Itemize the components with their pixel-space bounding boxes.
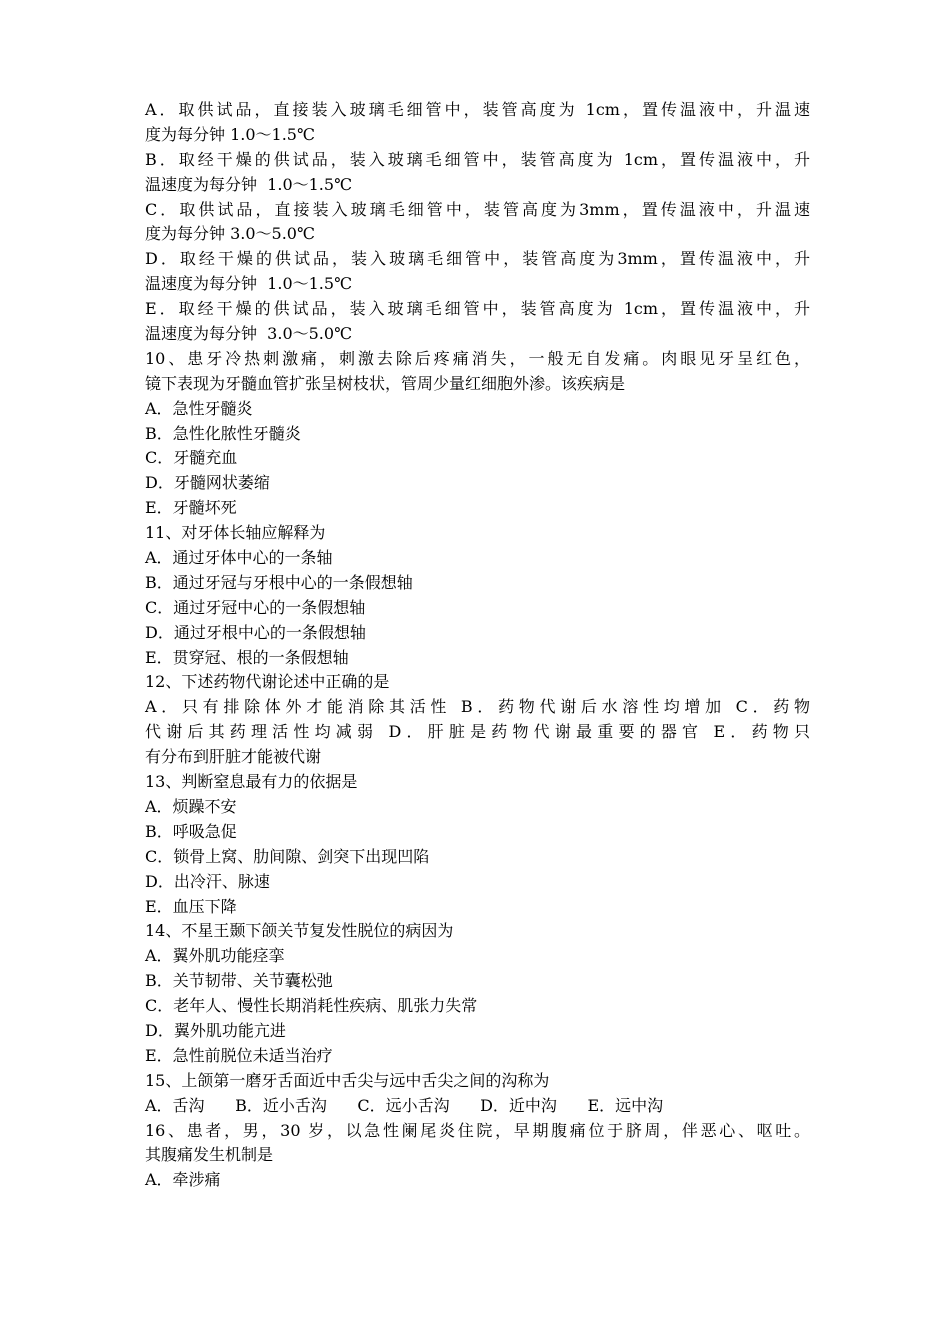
text-line: A．急性牙髓炎 <box>145 398 253 418</box>
text-line: A．通过牙体中心的一条轴 <box>145 548 333 568</box>
text-line: A．牵涉痛 <box>145 1170 221 1190</box>
text-line: 有分布到肝脏才能被代谢 <box>145 747 322 767</box>
text-line: D．取经干燥的供试品，装入玻璃毛细管中，装管高度为3mm，置传温液中，升 <box>145 249 810 269</box>
text-line: C．老年人、慢性长期消耗性疾病、肌张力失常 <box>145 996 478 1016</box>
text-line: E．贯穿冠、根的一条假想轴 <box>145 647 349 667</box>
text-line: A．翼外肌功能痉挛 <box>145 946 285 966</box>
text-line: B．呼吸急促 <box>145 821 237 841</box>
text-line: 15、上颌第一磨牙舌面近中舌尖与远中舌尖之间的沟称为 <box>145 1070 550 1090</box>
text-line: E．急性前脱位未适当治疗 <box>145 1045 333 1065</box>
text-line: C．锁骨上窝、肋间隙、剑突下出现凹陷 <box>145 846 430 866</box>
text-line: C．取供试品，直接装入玻璃毛细管中，装管高度为3mm，置传温液中，升温速 <box>145 199 810 219</box>
text-line: A．只有排除体外才能消除其活性 B．药物代谢后水溶性均增加 C．药物 <box>145 697 810 717</box>
text-line: 12、下述药物代谢论述中正确的是 <box>145 672 390 692</box>
text-line: D．出冷汗、脉速 <box>145 871 270 891</box>
text-line: A．取供试品，直接装入玻璃毛细管中，装管高度为 1cm，置传温液中，升温速 <box>145 100 810 119</box>
text-line: B．关节韧带、关节囊松弛 <box>145 971 333 991</box>
text-line: 代谢后其药理活性均减弱 D．肝脏是药物代谢最重要的器官 E．药物只 <box>145 722 810 742</box>
text-line: 13、判断窒息最有力的依据是 <box>145 772 358 792</box>
text-line: E．取经干燥的供试品，装入玻璃毛细管中，装管高度为 1cm，置传温液中，升 <box>145 299 810 319</box>
text-line: D．翼外肌功能亢进 <box>145 1020 286 1040</box>
text-line: 10、患牙冷热刺激痛，刺激去除后疼痛消失，一般无自发痛。肉眼见牙呈红色， <box>145 348 810 368</box>
text-line: A．舌沟 B．近小舌沟 C．远小舌沟 D．近中沟 E．远中沟 <box>145 1095 664 1115</box>
text-line: A．烦躁不安 <box>145 796 237 816</box>
text-line: E．牙髓坏死 <box>145 498 237 518</box>
text-line: 温速度为每分钟 1.0～1.5℃ <box>145 274 352 294</box>
text-line: 11、对牙体长轴应解释为 <box>145 523 326 543</box>
text-line: D．通过牙根中心的一条假想轴 <box>145 622 366 642</box>
text-line: 度为每分钟 1.0～1.5℃ <box>145 124 315 144</box>
text-line: B．取经干燥的供试品，装入玻璃毛细管中，装管高度为 1cm，置传温液中，升 <box>145 149 810 169</box>
document-page <box>145 98 810 1193</box>
text-line: C．通过牙冠中心的一条假想轴 <box>145 597 366 617</box>
text-line: 温速度为每分钟 1.0～1.5℃ <box>145 174 352 194</box>
text-line: 其腹痛发生机制是 <box>145 1145 274 1165</box>
text-line: 镜下表现为牙髓血管扩张呈树枝状，管周少量红细胞外渗。该疾病是 <box>145 373 626 393</box>
text-line: 16、患者，男，30 岁，以急性阑尾炎住院，早期腹痛位于脐周，伴恶心、呕吐。 <box>145 1120 810 1140</box>
text-line: 度为每分钟 3.0～5.0℃ <box>145 224 315 244</box>
text-line: 温速度为每分钟 3.0～5.0℃ <box>145 324 352 344</box>
text-line: B．急性化脓性牙髓炎 <box>145 423 301 443</box>
text-line: D．牙髓网状萎缩 <box>145 473 270 493</box>
text-line: 14、不星王颞下颌关节复发性脱位的病因为 <box>145 921 454 941</box>
text-line: B．通过牙冠与牙根中心的一条假想轴 <box>145 572 413 592</box>
text-line: C．牙髓充血 <box>145 448 238 468</box>
text-line: E．血压下降 <box>145 896 237 916</box>
